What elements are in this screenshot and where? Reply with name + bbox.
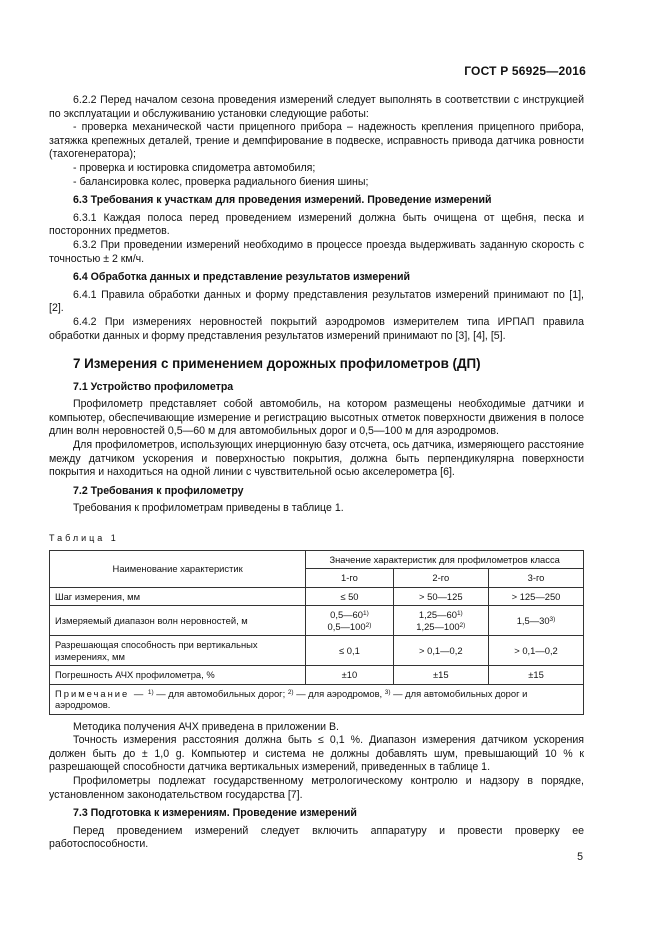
footnote-mark: 1) bbox=[147, 688, 154, 696]
paragraph-7-3: Перед проведением измерений следует включить аппаратуру и провести проверку ее работоспособности. bbox=[49, 824, 584, 851]
cell-value: 0,5—100 bbox=[327, 620, 366, 632]
table-header-class-3: 3-го bbox=[489, 569, 584, 588]
table-header-class-2: 2-го bbox=[393, 569, 488, 588]
table-header-class-1: 1-го bbox=[306, 569, 393, 588]
footnote-mark: 3) bbox=[549, 615, 556, 623]
table-row bbox=[50, 636, 584, 666]
paragraph-6-3-2: 6.3.2 При проведении измерений необходимо в процессе проезда выдерживать заданную скорость с точностью ± 2 км/ч. bbox=[49, 238, 584, 265]
table-cell-name: Погрешность АЧХ профилометра, % bbox=[50, 666, 306, 685]
table-caption: Таблица 1 bbox=[49, 533, 119, 544]
cell-value: 1,5—30 bbox=[516, 614, 550, 626]
page-number: 5 bbox=[577, 851, 583, 863]
requirements-table bbox=[49, 550, 584, 715]
table-note-row bbox=[50, 684, 584, 714]
paragraph-6-3-1: 6.3.1 Каждая полоса перед проведением измерений должна быть очищена от щебня, песка и посторонних предметов. bbox=[49, 211, 584, 238]
table-cell: ±10 bbox=[306, 666, 393, 685]
heading-7: 7 Измерения с применением дорожных профилометров (ДП) bbox=[73, 356, 481, 372]
paragraph-after-table-3: Профилометры подлежат государственному метрологическому контролю и надзору в порядке, установленном законодательством государства [7]. bbox=[49, 775, 584, 801]
note-text: — для автомобильных дорог; bbox=[153, 687, 288, 699]
paragraph-7-2: Требования к профилометрам приведены в таблице 1. bbox=[73, 502, 344, 515]
heading-7-1: 7.1 Устройство профилометра bbox=[73, 380, 234, 393]
cell-value: 1,25—100 bbox=[416, 620, 460, 632]
heading-7-2: 7.2 Требования к профилометру bbox=[73, 484, 244, 497]
note-text: — для аэродромов, bbox=[293, 687, 385, 699]
table-cell-name: Измеряемый диапазон волн неровностей, м bbox=[50, 606, 306, 636]
list-item: - проверка механической части прицепного прибора – надежность крепления прицепного прибора, затяжка крепежных деталей, трение и демпфирование в подвеске, исправность привода датчика ровности (тахогенератора); bbox=[49, 121, 584, 161]
paragraph-6-4-1: 6.4.1 Правила обработки данных и форму представления результатов измерений принимают по [1], [2]. bbox=[49, 288, 584, 315]
paragraph-7-1-b: Для профилометров, использующих инерционную базу отсчета, ось датчика, измеряющего расстояние между датчиком ускорения и поверхностью покрытия, должна быть перпендикулярна поверхности покрытия и находиться на одной линии с чувствительной осью акселерометра [6]. bbox=[49, 439, 584, 479]
heading-7-3: 7.3 Подготовка к измерениям. Проведение измерений bbox=[73, 807, 357, 820]
paragraph-6-2-2: 6.2.2 Перед началом сезона проведения измерений следует выполнять в соответствии с инструкцией по эксплуатации и обслуживанию установки следующие работы: bbox=[49, 94, 584, 120]
table-row bbox=[50, 666, 584, 685]
paragraph-after-table-2: Точность измерения расстояния должна быть ≤ 0,1 %. Диапазон измерения датчиком ускорения должен быть до ± 1,0 g. Компьютер и система не должны добавлять шум, превышающий 10 % к разрешающей способности датчика вертикальных измерений, приведенных в таблице 1. bbox=[49, 734, 584, 774]
footnote-mark: 2) bbox=[459, 621, 466, 629]
paragraph-6-4-2: 6.4.2 При измерениях неровностей покрытий аэродромов измерителем типа ИРПАП правила обработки данных и форму представления результатов измерений принимают по [3], [4], [5]. bbox=[49, 315, 584, 342]
footnote-mark: 2) bbox=[287, 688, 294, 696]
table-cell bbox=[306, 606, 393, 636]
table-cell: ±15 bbox=[489, 666, 584, 685]
list-item: - проверка и юстировка спидометра автомобиля; bbox=[73, 161, 316, 174]
footnote-mark: 1) bbox=[362, 610, 369, 618]
table-cell: > 125—250 bbox=[489, 587, 584, 606]
cell-value: 1,25—60 bbox=[418, 609, 457, 621]
list-item: - балансировка колес, проверка радиального биения шины; bbox=[73, 175, 369, 188]
table-cell: > 0,1—0,2 bbox=[489, 636, 584, 666]
table-cell bbox=[393, 606, 488, 636]
table-cell: > 0,1—0,2 bbox=[393, 636, 488, 666]
table-header-name: Наименование характеристик bbox=[50, 550, 306, 587]
footnote-mark: 1) bbox=[456, 610, 463, 618]
footnote-mark: 2) bbox=[365, 621, 372, 629]
document-id-header: ГОСТ Р 56925—2016 bbox=[464, 64, 586, 78]
paragraph-7-1-a: Профилометр представляет собой автомобиль, на котором размещены необходимые датчики и компьютер, обеспечивающие измерение и регистрацию высотных отметок поверхности движения в полосе длин волн неровностей 0,5—60 м для автомобильных дорог и 0,5—100 м для аэродромов. bbox=[49, 398, 584, 438]
table-row bbox=[50, 606, 584, 636]
table-cell-name: Разрешающая способность при вертикальных измерениях, мм bbox=[50, 636, 306, 666]
heading-6-3: 6.3 Требования к участкам для проведения измерений. Проведение измерений bbox=[73, 194, 492, 207]
heading-6-4: 6.4 Обработка данных и представление результатов измерений bbox=[73, 271, 411, 284]
note-text: — для автомобильных дорог и аэродромов. bbox=[55, 687, 528, 711]
paragraph-after-table-1: Методика получения АЧХ приведена в приложении В. bbox=[73, 720, 339, 733]
note-label: Примечание — bbox=[55, 687, 146, 699]
table-cell-name: Шаг измерения, мм bbox=[50, 587, 306, 606]
cell-value: 0,5—60 bbox=[330, 609, 363, 621]
footnote-mark: 3) bbox=[384, 688, 391, 696]
table-cell: > 50—125 bbox=[393, 587, 488, 606]
page-content bbox=[49, 94, 584, 852]
table-cell: ±15 bbox=[393, 666, 488, 685]
table-header-group: Значение характеристик для профилометров класса bbox=[306, 550, 584, 569]
table-row bbox=[50, 587, 584, 606]
table-cell: ≤ 0,1 bbox=[306, 636, 393, 666]
table-note bbox=[50, 684, 584, 714]
table-cell bbox=[489, 606, 584, 636]
table-cell: ≤ 50 bbox=[306, 587, 393, 606]
